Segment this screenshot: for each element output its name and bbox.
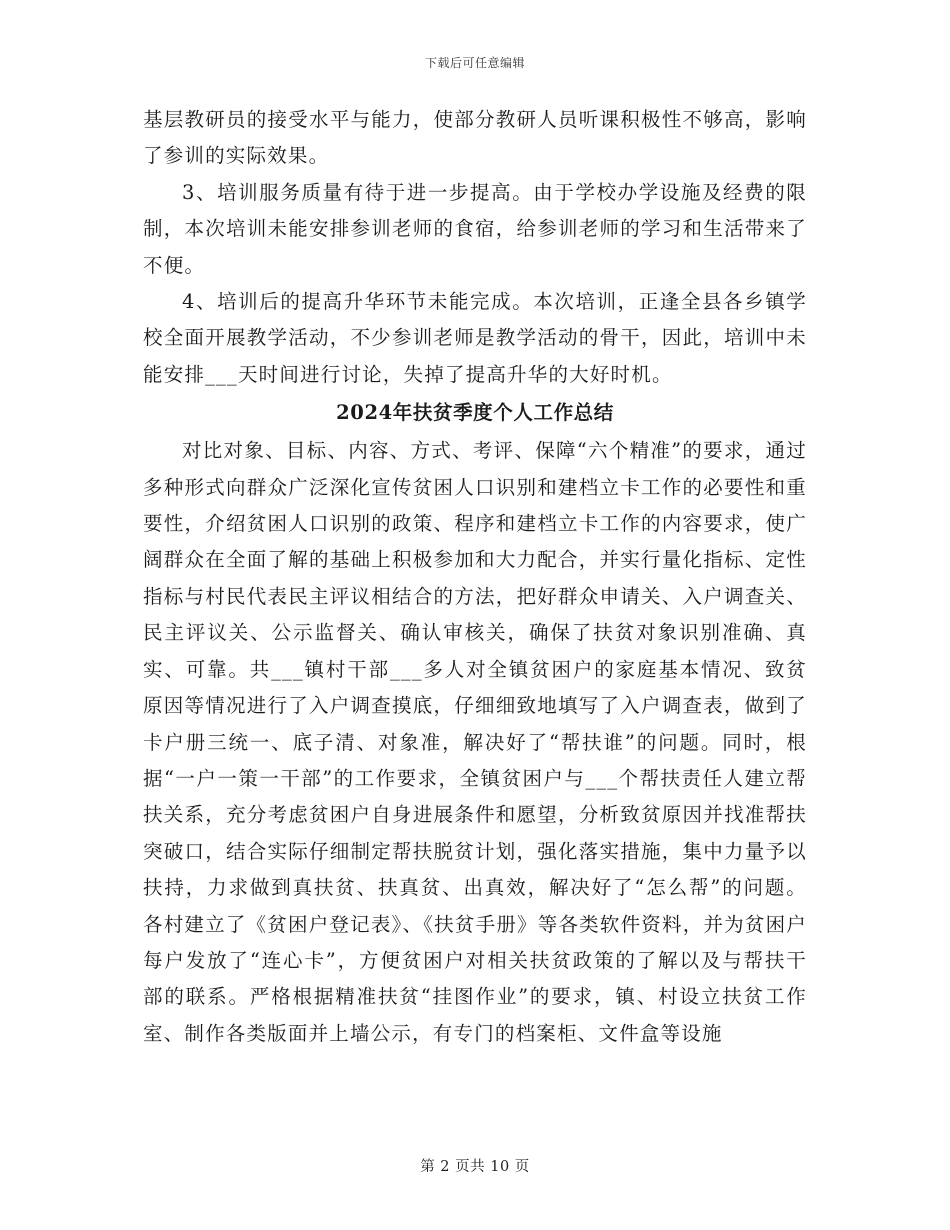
paragraph-continuation: 基层教研员的接受水平与能力，使部分教研人员听课积极性不够高，影响了参训的实际效果。 [143,108,807,168]
section-title: 2024年扶贫季度个人工作总结 [336,401,614,425]
section-body-paragraph: 对比对象、目标、内容、方式、考评、保障“六个精准”的要求，通过多种形式向群众广泛深化宣传贫困人口识别和建档立卡工作的必要性和重要性，介绍贫困人口识别的政策、程序和建档立卡工作的内容要求，使广阔群众在全面了解的基础上积极参加和大力配合，并实行量化指标、定性指标与村民代表民主评议相结合的方法，把好群众申请关、入户调查关、民主评议关、公示监督关、确认审核关，确保了扶贫对象识别准确、真实、可靠。共___镇村干部___多人对全镇贫困户的家庭基本情况、致贫原因等情况进行了入户调查摸底，仔细细致地填写了入户调查表，做到了卡户册三统一、底子清、对象准，解决好了“帮扶谁”的问题。同时，根据“一户一策一干部”的工作要求，全镇贫困户与___个帮扶责任人建立帮扶关系，充分考虑贫困户自身进展条件和愿望，分析致贫原因并找准帮扶突破口，结合实际仔细制定帮扶脱贫计划，强化落实措施，集中力量予以扶持，力求做到真扶贫、扶真贫、出真效，解决好了“怎么帮”的问题。各村建立了《贫困户登记表》、《扶贫手册》等各类软件资料，并为贫困户每户发放了“连心卡”，方便贫困户对相关扶贫政策的了解以及与帮扶干部的联系。严格根据精准扶贫“挂图作业”的要求，镇、村设立扶贫工作室、制作各类版面并上墙公示，有专门的档案柜、文件盒等设施 [143,439,807,1045]
page-number: 第 2 页共 10 页 [420,1159,530,1175]
page-header-note: 下载后可任意编辑 [424,56,525,70]
document-body [143,102,807,1052]
paragraph-item-4: 4、培训后的提高升华环节未能完成。本次培训，正逢全县各乡镇学校全面开展教学活动，不少参训老师是教学活动的骨干，因此，培训中未能安排___天时间进行讨论，失掉了提高升华的大好时机。 [143,290,807,386]
paragraph-item-3: 3、培训服务质量有待于进一步提高。由于学校办学设施及经费的限制，本次培训未能安排参训老师的食宿，给参训老师的学习和生活带来了不便。 [143,180,807,277]
